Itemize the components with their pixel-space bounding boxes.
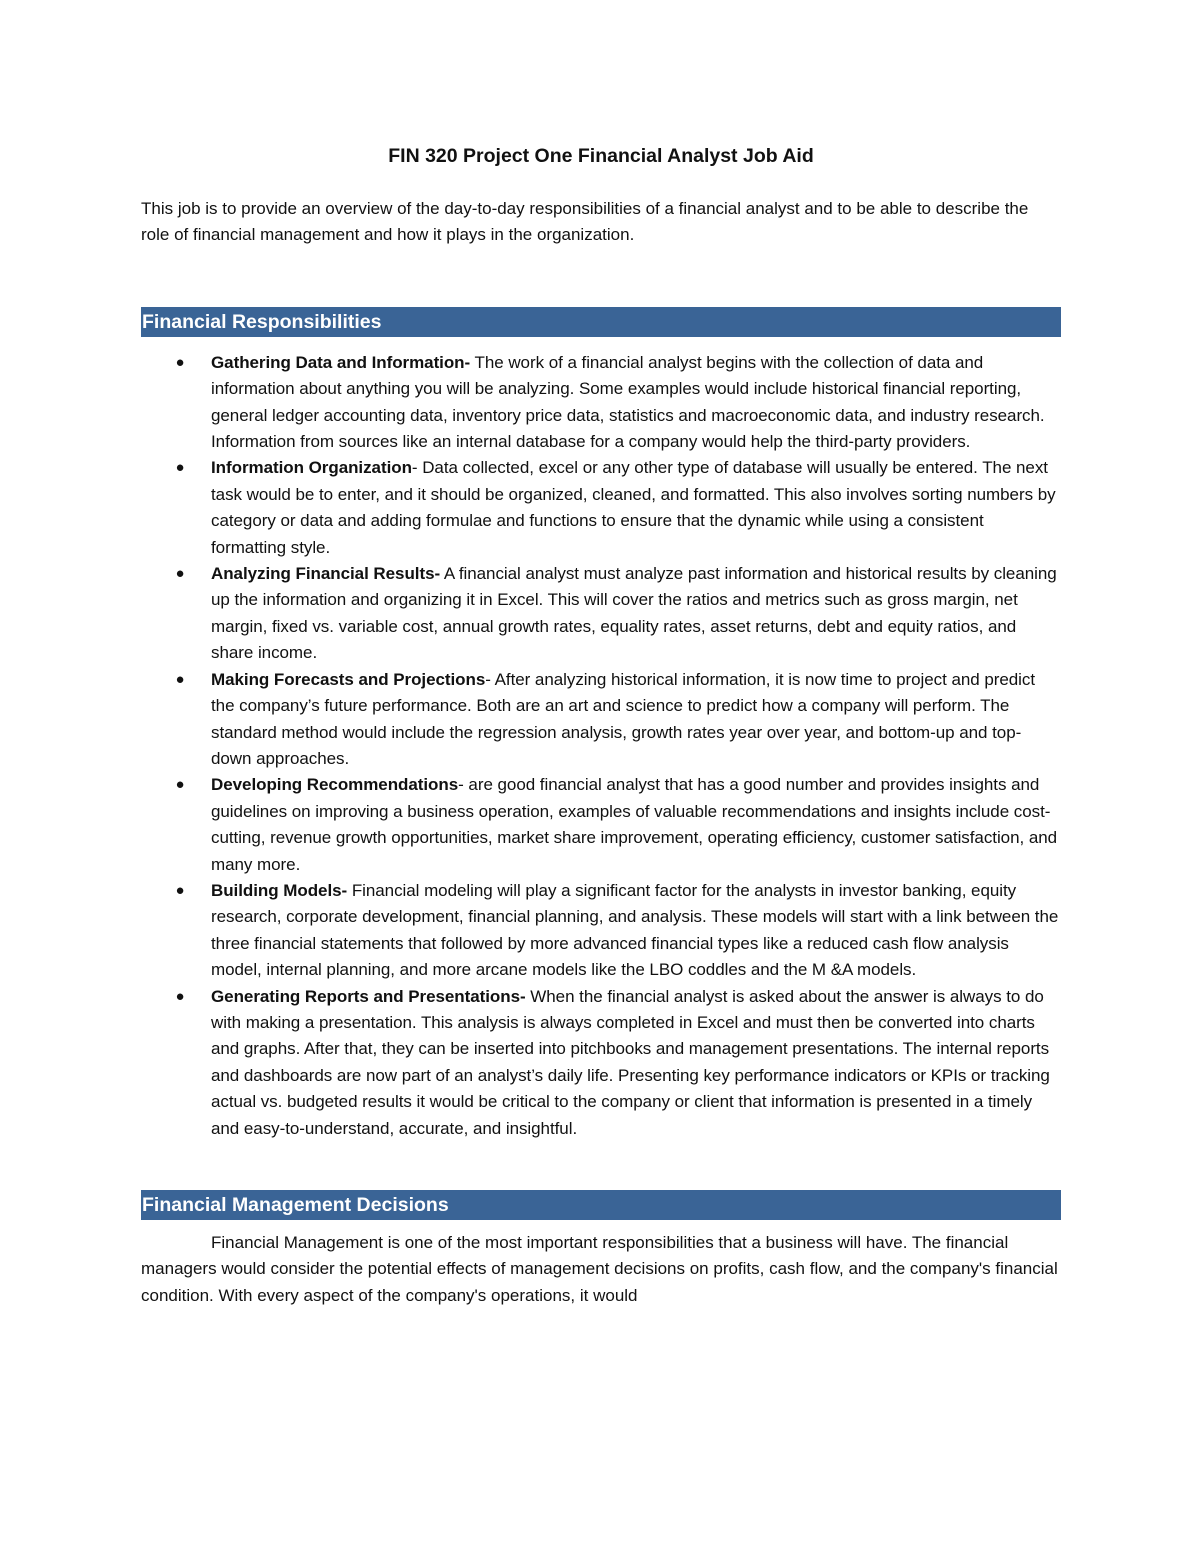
list-item xyxy=(141,350,1061,456)
intro-paragraph: This job is to provide an overview of the day-to-day responsibilities of a financial analyst and to be able to describe the role of financial management and how it plays in the organization. xyxy=(141,199,1029,245)
list-item-term: Making Forecasts and Projections xyxy=(211,669,486,689)
list-item-term: Generating Reports and Presentations- xyxy=(211,986,526,1006)
bullet-icon: ● xyxy=(175,987,185,1005)
bullet-icon: ● xyxy=(175,881,185,899)
bullet-icon: ● xyxy=(175,459,185,477)
list-item xyxy=(141,455,1061,561)
list-item-text: - are good financial analyst that has a good number and provides insights and guidelines on improving a business operation, examples of valuable recommendations and insights include cost-cutting, revenue growth opportunities, market share improvement, operating efficiency, customer satisfaction, and many more. xyxy=(211,775,1058,874)
document-page xyxy=(141,142,1061,1309)
list-item-text: - Data collected, excel or any other type of database will usually be entered. The next task would be to enter, and it should be organized, cleaned, and formatted. This also involves sorting numbers by category or data and adding formulae and functions to ensure that the dynamic while using a consistent formatting style. xyxy=(211,458,1056,557)
list-item xyxy=(141,878,1061,984)
list-item-term: Information Organization xyxy=(211,458,412,478)
list-item-text: - After analyzing historical information, it is now time to project and predict the company’s future performance. Both are an art and science to predict how a company will perform. The standard method would include the regression analysis, growth rates year over year, and bottom-up and top-down approaches. xyxy=(211,669,1036,768)
list-item-text: When the financial analyst is asked about the answer is always to do with making a presentation. This analysis is always completed in Excel and must then be converted into charts and graphs. After that, they can be inserted into pitchbooks and management presentations. The internal reports and dashboards are now part of an analyst’s daily life. Presenting key performance indicators or KPIs or tracking actual vs. budgeted results it would be critical to the company or client that information is presented in a timely and easy-to-understand, accurate, and insightful. xyxy=(211,986,1050,1138)
responsibilities-list xyxy=(141,350,1061,1142)
list-item xyxy=(141,984,1061,1142)
management-paragraph: Financial Management is one of the most important responsibilities that a business will have. The financial managers would consider the potential effects of management decisions on profits, cash flow, and the company's financial condition. With every aspect of the company's operations, it would xyxy=(141,1233,1058,1305)
bullet-icon: ● xyxy=(175,353,185,371)
list-item xyxy=(141,667,1061,773)
section-heading-financial-management-decisions: Financial Management Decisions xyxy=(141,1190,1061,1220)
list-item-text: Financial modeling will play a significant factor for the analysts in investor banking, equity research, corporate development, financial planning, and analysis. These models will start with a link between the three financial statements that followed by more advanced financial types like a reduced cash flow analysis model, internal planning, and more arcane models like the LBO coddles and the M &A models. xyxy=(211,880,1059,980)
list-item-term: Building Models- xyxy=(211,880,348,900)
document-title: FIN 320 Project One Financial Analyst Job Aid xyxy=(388,145,814,167)
list-item-term: Gathering Data and Information- xyxy=(211,352,471,372)
list-item-text: A financial analyst must analyze past information and historical results by cleaning up the information and organizing it in Excel. This will cover the ratios and metrics such as gross margin, net margin, fixed vs. variable cost, annual growth rates, equality rates, asset returns, debt and equity ratios, and share income. xyxy=(211,564,1057,663)
list-item xyxy=(141,772,1061,878)
bullet-icon: ● xyxy=(175,565,185,583)
list-item-text: The work of a financial analyst begins with the collection of data and information about anything you will be analyzing. Some examples would include historical financial reporting, general ledger accounting data, inventory price data, statistics and macroeconomic data, and industry research. Information from sources like an internal database for a company would help the third-party providers. xyxy=(211,352,1045,452)
section-heading-financial-responsibilities: Financial Responsibilities xyxy=(141,307,1061,337)
list-item xyxy=(141,561,1061,667)
bullet-icon: ● xyxy=(175,670,185,688)
list-item-term: Analyzing Financial Results- xyxy=(211,564,441,584)
list-item-term: Developing Recommendations xyxy=(211,775,459,795)
bullet-icon: ● xyxy=(175,776,185,794)
